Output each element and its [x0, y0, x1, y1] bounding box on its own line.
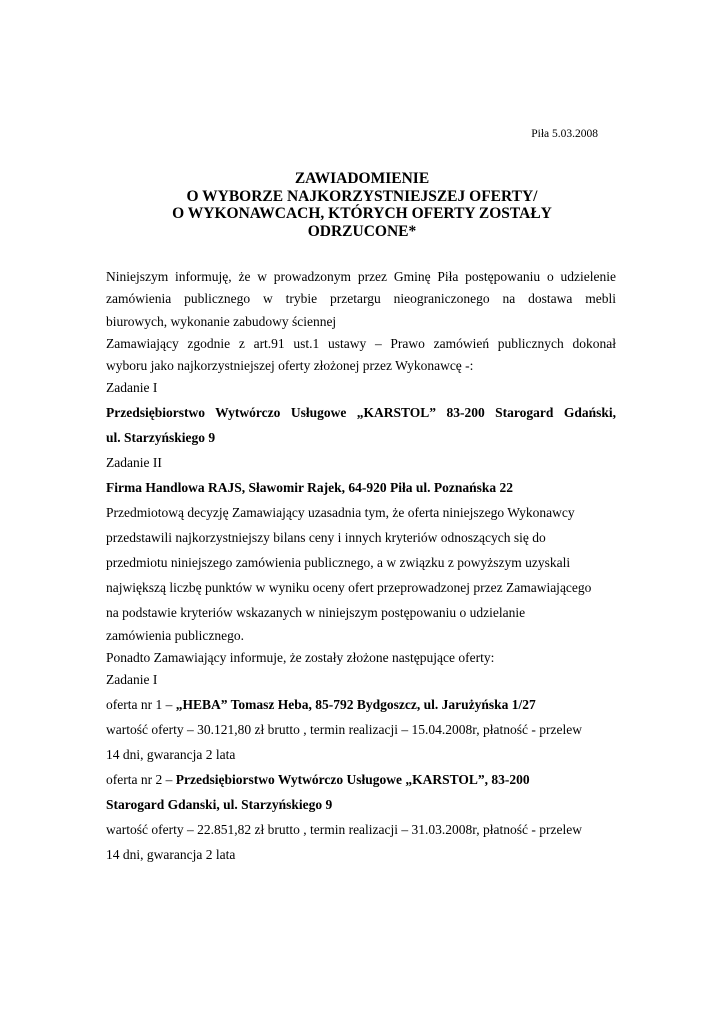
offer-1-prefix: oferta nr 1 – — [106, 696, 176, 712]
task1-winner-line: Przedsiębiorstwo Wytwórczo Usługowe „KARSTOL” 83-200 Starogard Gdański, — [106, 404, 616, 420]
intro-line: Niniejszym informuję, że w prowadzonym przez Gminę Piła postępowaniu o udzielenie — [106, 269, 616, 284]
offer-2-details: 14 dni, gwarancja 2 lata — [106, 846, 236, 862]
offers-task1-label: Zadanie I — [106, 672, 158, 688]
offer-2-prefix: oferta nr 2 – — [106, 771, 176, 787]
document-date: Piła 5.03.2008 — [531, 128, 598, 140]
intro-line: zamówienia publicznego w trybie przetargu nieograniczonego na dostawa mebli — [106, 291, 616, 307]
offer-1-details: wartość oferty – 30.121,80 zł brutto , termin realizacji – 15.04.2008r, płatność - przelew — [106, 721, 582, 737]
document-body — [106, 266, 616, 867]
title-line: O WYBORZE NAJKORZYSTNIEJSZEJ OFERTY/ — [186, 187, 538, 205]
intro-line: Zamawiający zgodnie z art.91 ust.1 ustawy – Prawo zamówień publicznych dokonał — [106, 335, 616, 351]
offer-2-name: Przedsiębiorstwo Wytwórczo Usługowe „KARSTOL”, 83-200 — [175, 771, 530, 787]
justification-line: Przedmiotową decyzję Zamawiający uzasadnia tym, że oferta niniejszego Wykonawcy — [106, 504, 575, 520]
justification-line: na podstawie kryteriów wskazanych w niniejszym postępowaniu o udzielanie — [106, 604, 526, 620]
offer-1-details: 14 dni, gwarancja 2 lata — [106, 746, 236, 762]
offer-2-name-continued: Starogard Gdanski, ul. Starzyńskiego 9 — [106, 796, 333, 812]
title-line: ZAWIADOMIENIE — [294, 170, 430, 187]
document-title — [0, 170, 724, 240]
intro-line: biurowych, wykonanie zabudowy ściennej — [106, 313, 337, 329]
task1-winner-line: ul. Starzyńskiego 9 — [106, 429, 216, 445]
task2-winner: Firma Handlowa RAJS, Sławomir Rajek, 64-920 Piła ul. Poznańska 22 — [106, 479, 514, 495]
title-line: ODRZUCONE* — [307, 222, 417, 240]
justification-line: największą liczbę punktów w wyniku oceny ofert przeprowadzonej przez Zamawiającego — [106, 579, 592, 595]
offer-2-details: wartość oferty – 22.851,82 zł brutto , termin realizacji – 31.03.2008r, płatność - przelew — [106, 821, 582, 837]
justification-line: przedstawili najkorzystniejszy bilans ceny i innych kryteriów odnoszących się do — [106, 529, 546, 545]
intro-line: wyboru jako najkorzystniejszej oferty złożonej przez Wykonawcę -: — [106, 358, 474, 374]
offer-1-header — [106, 692, 616, 717]
offer-2-header — [106, 767, 616, 792]
justification-line: przedmiotu niniejszego zamówienia publicznego, a w związku z powyższym uzyskali — [106, 554, 571, 570]
title-line: O WYKONAWCACH, KTÓRYCH OFERTY ZOSTAŁY — [172, 205, 552, 222]
task1-label: Zadanie I — [106, 380, 158, 396]
offers-intro: Ponadto Zamawiający informuje, że zostały złożone następujące oferty: — [106, 650, 495, 666]
justification-line: zamówienia publicznego. — [106, 627, 244, 643]
offer-1-name: „HEBA” Tomasz Heba, 85-792 Bydgoszcz, ul. Jarużyńska 1/27 — [175, 696, 536, 712]
task2-label: Zadanie II — [106, 454, 162, 470]
